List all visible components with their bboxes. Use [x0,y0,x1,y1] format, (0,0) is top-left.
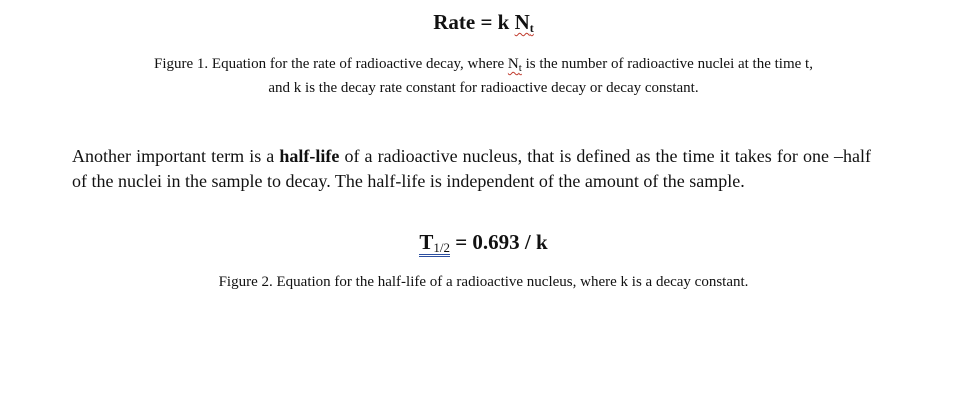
nuclei-symbol-n: N [514,10,530,34]
rate-label: Rate [433,10,476,34]
half-life-symbol-t: T [419,230,434,254]
nt-term-n: N [507,56,519,72]
figure-2-caption: Figure 2. Equation for the half-life of a radioactive nucleus, where k is a decay constant. [218,274,749,290]
figure-1-caption-line-2: and k is the decay rate constant for radioactive decay or decay constant. [268,80,699,96]
paragraph-text-after: of a radioactive nucleus, that is defined as the time it takes for one –half of the nuclei in the sample to decay. The half-life is independent of the amount of the sample. [72,146,871,191]
half-life-paragraph [72,144,871,194]
half-life-subscript: 1/2 [433,240,450,255]
rate-equation [0,10,967,36]
half-life-term: half-life [279,146,340,166]
half-life-equation [0,230,967,256]
figure-1-caption-line-1 [0,54,967,78]
paragraph-text-before: Another important term is a [72,146,280,166]
figure-1-text-b: is the number of radioactive nuclei at the time t, [521,56,813,72]
half-life-symbol [419,230,450,257]
nuclei-symbol-subscript: t [529,21,534,35]
nuclei-symbol [515,10,534,34]
nt-term [508,56,522,72]
nt-term-subscript: t [518,62,522,74]
half-life-formula: = 0.693 / k [449,230,548,254]
figure-1-text-a: Figure 1. Equation for the rate of radioactive decay, where [154,56,508,72]
rate-constant: k [497,10,515,34]
equals-sign: = [475,10,498,34]
figure-1-caption [0,54,967,98]
